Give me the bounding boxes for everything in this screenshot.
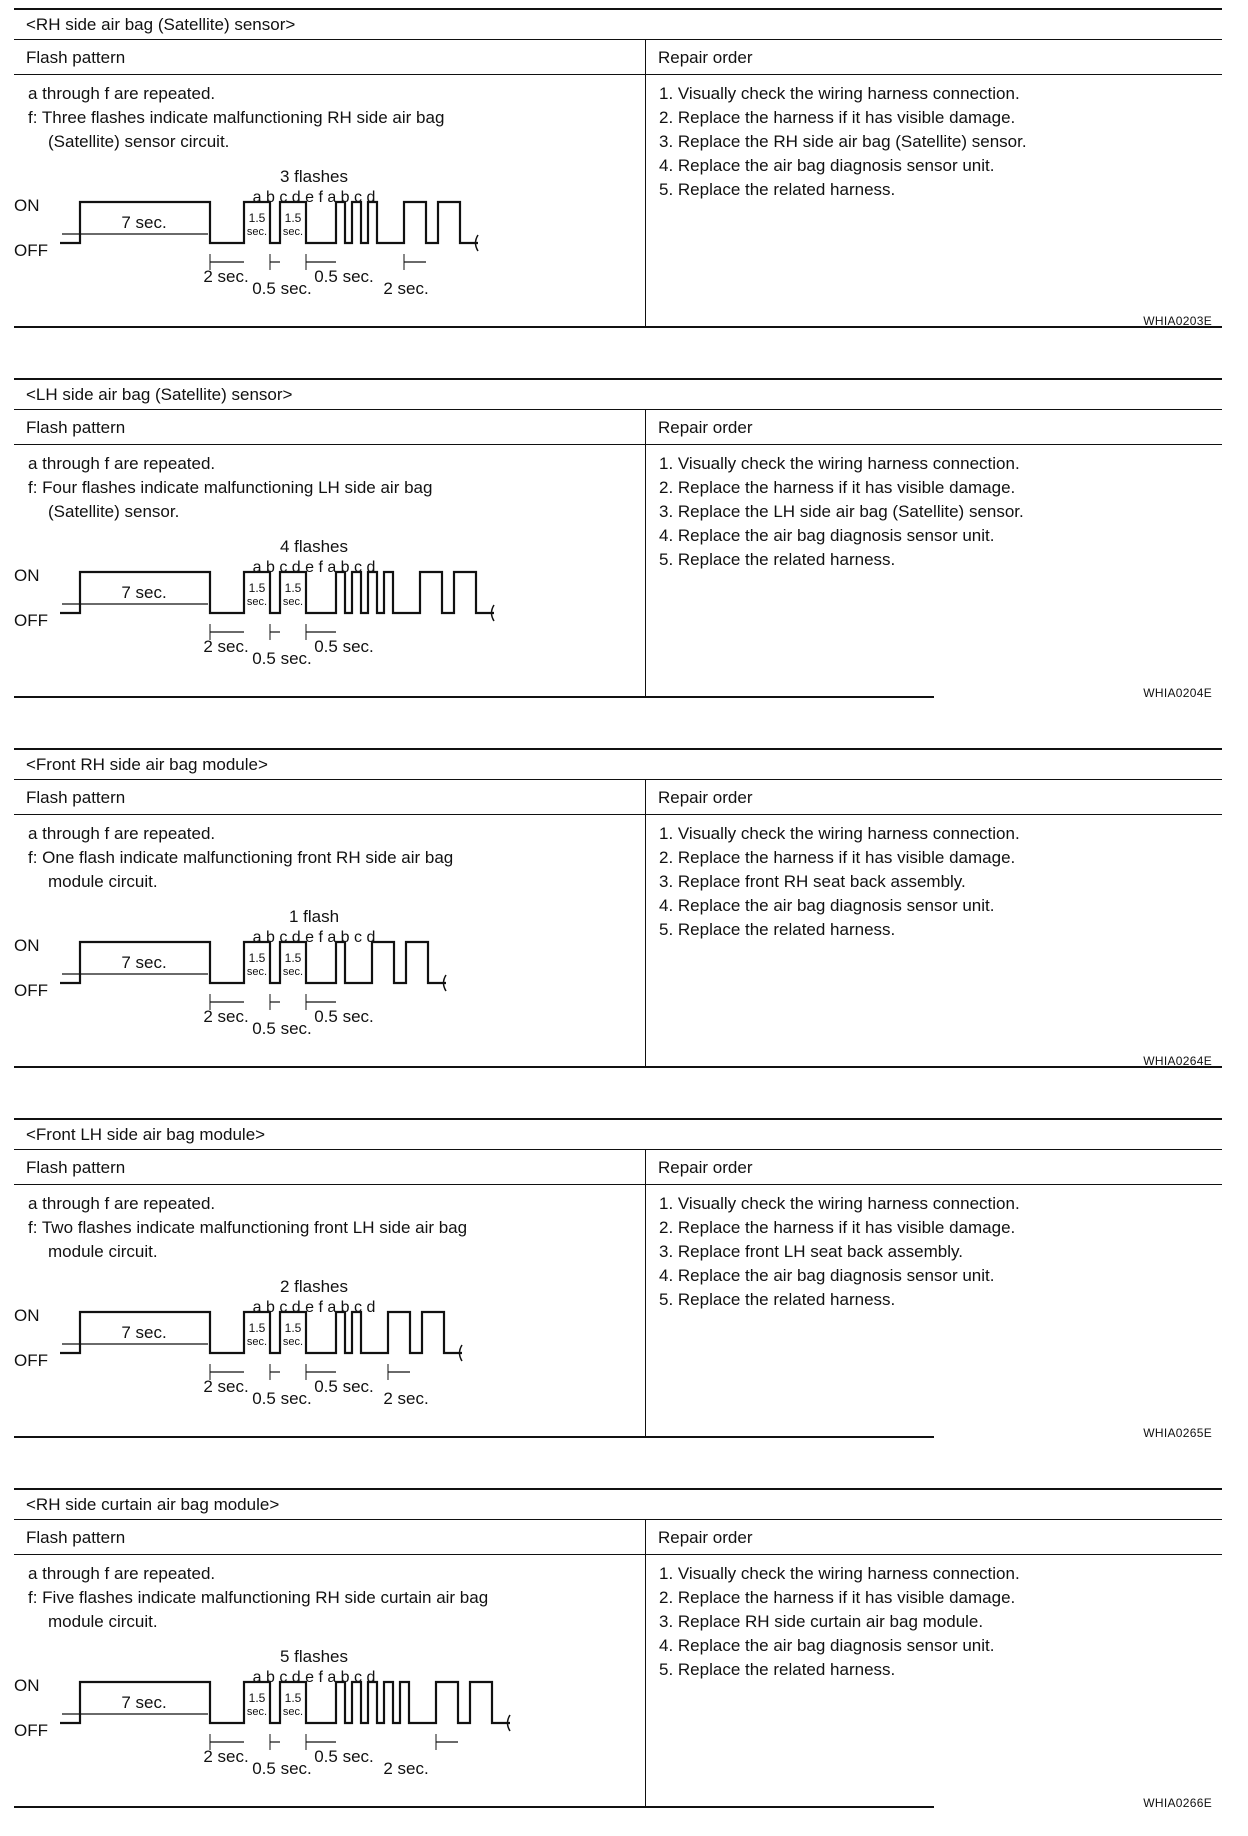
flash-description bbox=[28, 1192, 628, 1264]
repair-step: 3. Replace front LH seat back assembly. bbox=[659, 1242, 963, 1261]
off-label: OFF bbox=[14, 981, 48, 1000]
interval-label: 0.5 sec. bbox=[314, 1007, 374, 1026]
box-duration-unit: sec. bbox=[246, 966, 268, 978]
box-duration-value: 1.5 bbox=[284, 581, 302, 595]
figure-code: WHIA0264E bbox=[1143, 1054, 1212, 1068]
repair-step: 5. Replace the related harness. bbox=[659, 1290, 896, 1309]
on-label: ON bbox=[14, 196, 40, 215]
description-line: (Satellite) sensor. bbox=[48, 502, 180, 521]
interval-label: 2 sec. bbox=[203, 637, 249, 656]
flash-description bbox=[28, 452, 628, 524]
figure-code: WHIA0204E bbox=[1143, 686, 1212, 700]
description-line: a through f are repeated. bbox=[28, 824, 216, 843]
section-bottom-rule bbox=[14, 696, 934, 698]
repair-step: 4. Replace the air bag diagnosis sensor unit. bbox=[659, 1266, 995, 1285]
on-label: ON bbox=[14, 1676, 40, 1695]
description-line: (Satellite) sensor circuit. bbox=[48, 132, 230, 151]
interval-label: 0.5 sec. bbox=[314, 267, 374, 286]
column-divider bbox=[645, 410, 646, 696]
figure-code: WHIA0265E bbox=[1143, 1426, 1212, 1440]
repair-step: 1. Visually check the wiring harness connection. bbox=[659, 824, 1020, 843]
sequence-letters: a b c d e f a b c d bbox=[252, 1299, 376, 1316]
figure-code: WHIA0203E bbox=[1143, 314, 1212, 328]
section-title: <RH side air bag (Satellite) sensor> bbox=[14, 8, 1222, 40]
interval-label: 2 sec. bbox=[203, 1007, 249, 1026]
description-line: f: Four flashes indicate malfunctioning LH side air bag bbox=[28, 478, 433, 497]
repair-step: 1. Visually check the wiring harness connection. bbox=[659, 1194, 1020, 1213]
repair-step: 2. Replace the harness if it has visible damage. bbox=[659, 1218, 1016, 1237]
box-duration-value: 1.5 bbox=[248, 1321, 266, 1335]
repair-order-list bbox=[659, 82, 1027, 202]
repair-order-list bbox=[659, 452, 1024, 572]
interval-label: 0.5 sec. bbox=[314, 1747, 374, 1766]
interval-label: 2 sec. bbox=[383, 1759, 429, 1778]
section-bottom-rule bbox=[14, 1806, 934, 1808]
flash-count-label: 1 flash bbox=[288, 907, 340, 926]
box-duration-unit: sec. bbox=[282, 966, 304, 978]
interval-label: 0.5 sec. bbox=[314, 637, 374, 656]
interval-label: 2 sec. bbox=[203, 1747, 249, 1766]
section-bottom-rule bbox=[14, 1436, 934, 1438]
description-line: f: Two flashes indicate malfunctioning front LH side air bag bbox=[28, 1218, 468, 1237]
repair-step: 3. Replace RH side curtain air bag module. bbox=[659, 1612, 984, 1631]
box-duration-value: 1.5 bbox=[284, 951, 302, 965]
flash-description bbox=[28, 1562, 628, 1634]
on-duration-label: 7 sec. bbox=[121, 1693, 167, 1712]
description-line: f: One flash indicate malfunctioning front RH side air bag bbox=[28, 848, 454, 867]
repair-step: 1. Visually check the wiring harness connection. bbox=[659, 1564, 1020, 1583]
repair-step: 3. Replace front RH seat back assembly. bbox=[659, 872, 966, 891]
column-divider bbox=[645, 1150, 646, 1436]
section-1 bbox=[14, 8, 1222, 356]
repair-order-header: Repair order bbox=[645, 780, 1222, 815]
flash-pattern-header: Flash pattern bbox=[14, 410, 645, 445]
repair-step: 4. Replace the air bag diagnosis sensor unit. bbox=[659, 526, 995, 545]
flash-pattern-header: Flash pattern bbox=[14, 40, 645, 75]
repair-step: 4. Replace the air bag diagnosis sensor unit. bbox=[659, 896, 995, 915]
interval-label: 0.5 sec. bbox=[252, 279, 312, 298]
box-duration-unit: sec. bbox=[246, 226, 268, 238]
repair-step: 5. Replace the related harness. bbox=[659, 1660, 896, 1679]
section-title: <RH side curtain air bag module> bbox=[14, 1488, 1222, 1520]
column-divider bbox=[645, 40, 646, 326]
repair-order-list bbox=[659, 822, 1020, 942]
off-label: OFF bbox=[14, 1721, 48, 1740]
box-duration-value: 1.5 bbox=[248, 1691, 266, 1705]
interval-label: 2 sec. bbox=[203, 267, 249, 286]
interval-label: 2 sec. bbox=[203, 1377, 249, 1396]
interval-label: 0.5 sec. bbox=[252, 649, 312, 668]
repair-order-list bbox=[659, 1192, 1020, 1312]
flash-pattern-header: Flash pattern bbox=[14, 780, 645, 815]
repair-step: 2. Replace the harness if it has visible damage. bbox=[659, 848, 1016, 867]
column-divider bbox=[645, 780, 646, 1066]
repair-step: 2. Replace the harness if it has visible damage. bbox=[659, 478, 1016, 497]
flash-pattern-diagram bbox=[14, 898, 554, 1058]
box-duration-value: 1.5 bbox=[248, 951, 266, 965]
section-3 bbox=[14, 748, 1222, 1096]
box-duration-value: 1.5 bbox=[248, 581, 266, 595]
section-title: <Front RH side air bag module> bbox=[14, 748, 1222, 780]
repair-order-header: Repair order bbox=[645, 1520, 1222, 1555]
flash-description bbox=[28, 82, 628, 154]
flash-count-label: 5 flashes bbox=[279, 1647, 349, 1666]
flash-pattern-diagram bbox=[14, 158, 554, 318]
repair-step: 1. Visually check the wiring harness connection. bbox=[659, 454, 1020, 473]
section-title: <LH side air bag (Satellite) sensor> bbox=[14, 378, 1222, 410]
on-label: ON bbox=[14, 936, 40, 955]
off-label: OFF bbox=[14, 1351, 48, 1370]
sequence-letters: a b c d e f a b c d bbox=[252, 1669, 376, 1686]
interval-label: 0.5 sec. bbox=[252, 1019, 312, 1038]
repair-order-header: Repair order bbox=[645, 1150, 1222, 1185]
description-line: module circuit. bbox=[48, 1612, 158, 1631]
box-duration-value: 1.5 bbox=[284, 211, 302, 225]
description-line: module circuit. bbox=[48, 872, 158, 891]
interval-label: 2 sec. bbox=[383, 1389, 429, 1408]
repair-step: 5. Replace the related harness. bbox=[659, 920, 896, 939]
repair-order-header: Repair order bbox=[645, 410, 1222, 445]
flash-count-label: 3 flashes bbox=[279, 167, 349, 186]
repair-order-header: Repair order bbox=[645, 40, 1222, 75]
box-duration-value: 1.5 bbox=[284, 1691, 302, 1705]
section-4 bbox=[14, 1118, 1222, 1466]
description-line: a through f are repeated. bbox=[28, 84, 216, 103]
section-2 bbox=[14, 378, 1222, 726]
on-duration-label: 7 sec. bbox=[121, 583, 167, 602]
repair-step: 3. Replace the RH side air bag (Satellite) sensor. bbox=[659, 132, 1027, 151]
sequence-letters: a b c d e f a b c d bbox=[252, 929, 376, 946]
on-label: ON bbox=[14, 566, 40, 585]
section-5 bbox=[14, 1488, 1222, 1836]
repair-step: 3. Replace the LH side air bag (Satellite) sensor. bbox=[659, 502, 1024, 521]
flash-count-label: 4 flashes bbox=[279, 537, 349, 556]
description-line: a through f are repeated. bbox=[28, 1564, 216, 1583]
description-line: f: Three flashes indicate malfunctioning RH side air bag bbox=[28, 108, 445, 127]
repair-step: 5. Replace the related harness. bbox=[659, 180, 896, 199]
repair-step: 2. Replace the harness if it has visible damage. bbox=[659, 1588, 1016, 1607]
on-duration-label: 7 sec. bbox=[121, 213, 167, 232]
box-duration-unit: sec. bbox=[246, 1336, 268, 1348]
interval-label: 0.5 sec. bbox=[252, 1389, 312, 1408]
box-duration-unit: sec. bbox=[246, 596, 268, 608]
description-line: module circuit. bbox=[48, 1242, 158, 1261]
repair-step: 4. Replace the air bag diagnosis sensor unit. bbox=[659, 156, 995, 175]
box-duration-unit: sec. bbox=[282, 1706, 304, 1718]
on-duration-label: 7 sec. bbox=[121, 953, 167, 972]
flash-count-label: 2 flashes bbox=[279, 1277, 349, 1296]
interval-label: 0.5 sec. bbox=[252, 1759, 312, 1778]
description-line: a through f are repeated. bbox=[28, 454, 216, 473]
section-bottom-rule bbox=[14, 1066, 1222, 1068]
flash-pattern-diagram bbox=[14, 1268, 554, 1428]
repair-step: 1. Visually check the wiring harness connection. bbox=[659, 84, 1020, 103]
figure-code: WHIA0266E bbox=[1143, 1796, 1212, 1810]
section-title: <Front LH side air bag module> bbox=[14, 1118, 1222, 1150]
flash-description bbox=[28, 822, 628, 894]
repair-step: 4. Replace the air bag diagnosis sensor unit. bbox=[659, 1636, 995, 1655]
box-duration-unit: sec. bbox=[282, 1336, 304, 1348]
section-bottom-rule bbox=[14, 326, 1222, 328]
on-label: ON bbox=[14, 1306, 40, 1325]
interval-label: 2 sec. bbox=[383, 279, 429, 298]
off-label: OFF bbox=[14, 611, 48, 630]
flash-pattern-diagram bbox=[14, 1638, 554, 1798]
sequence-letters: a b c d e f a b c d bbox=[252, 559, 376, 576]
description-line: f: Five flashes indicate malfunctioning RH side curtain air bag bbox=[28, 1588, 489, 1607]
off-label: OFF bbox=[14, 241, 48, 260]
interval-label: 0.5 sec. bbox=[314, 1377, 374, 1396]
flash-pattern-header: Flash pattern bbox=[14, 1520, 645, 1555]
box-duration-value: 1.5 bbox=[284, 1321, 302, 1335]
repair-step: 2. Replace the harness if it has visible damage. bbox=[659, 108, 1016, 127]
sequence-letters: a b c d e f a b c d bbox=[252, 189, 376, 206]
box-duration-value: 1.5 bbox=[248, 211, 266, 225]
box-duration-unit: sec. bbox=[282, 226, 304, 238]
flash-pattern-header: Flash pattern bbox=[14, 1150, 645, 1185]
repair-order-list bbox=[659, 1562, 1020, 1682]
on-duration-label: 7 sec. bbox=[121, 1323, 167, 1342]
description-line: a through f are repeated. bbox=[28, 1194, 216, 1213]
box-duration-unit: sec. bbox=[282, 596, 304, 608]
box-duration-unit: sec. bbox=[246, 1706, 268, 1718]
flash-pattern-diagram bbox=[14, 528, 554, 688]
repair-step: 5. Replace the related harness. bbox=[659, 550, 896, 569]
column-divider bbox=[645, 1520, 646, 1806]
